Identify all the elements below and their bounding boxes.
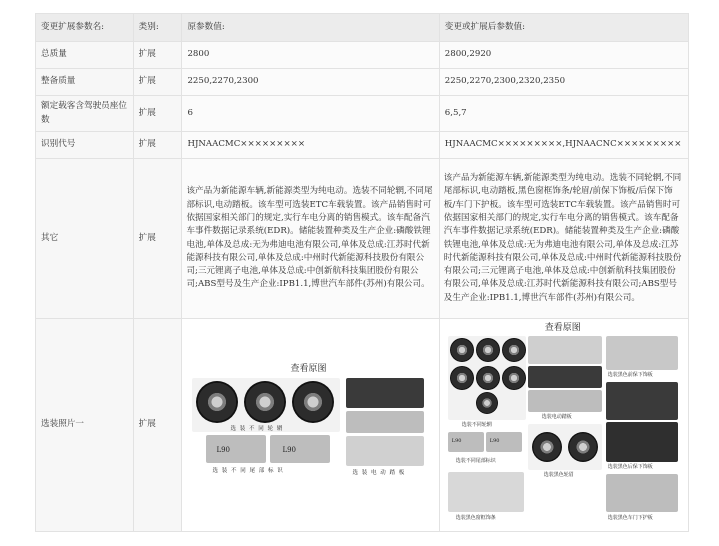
badge-photo	[448, 432, 484, 452]
badge-text: L90	[216, 446, 231, 454]
row-param-name: 总质量	[36, 42, 134, 69]
row-new-value: HJNAACMC×××××××××,HJNAACNC×××××××××	[439, 132, 688, 159]
step-photo	[528, 390, 602, 412]
row-param-name: 其它	[36, 159, 134, 319]
wheel-icon	[244, 381, 286, 423]
header-category: 类别:	[133, 14, 182, 42]
badge-text: L90	[282, 446, 297, 454]
table-row	[36, 96, 689, 132]
door-guard-photo	[606, 474, 678, 512]
wheel-icon	[476, 392, 498, 414]
row-new-value: 2250,2270,2300,2320,2350	[439, 69, 688, 96]
row-param-name: 选装照片一	[36, 319, 134, 532]
badge-text: L90	[489, 438, 500, 444]
window-trim-photo	[448, 472, 524, 512]
badge-text: L90	[451, 438, 462, 444]
wheel-icon	[476, 338, 500, 362]
wheel-icon	[196, 381, 238, 423]
caption-running-board: 选 装 电 动 踏 板	[352, 470, 406, 476]
table-row	[36, 159, 689, 319]
rear-bumper-photo	[606, 422, 678, 462]
row-old-value: 6	[182, 96, 439, 132]
header-param-name: 变更扩展参数名:	[36, 14, 134, 42]
row-old-value: HJNAACMC×××××××××	[182, 132, 439, 159]
new-photo-cell	[439, 319, 688, 532]
caption-door-guard: 选装黑色车门下护板	[607, 515, 653, 521]
badge-photo	[270, 435, 330, 463]
row-param-name: 整备质量	[36, 69, 134, 96]
caption-tail-badge: 选装不同尾部标识	[455, 458, 496, 464]
old-photo-collage[interactable]	[190, 363, 426, 483]
table-row	[36, 132, 689, 159]
table-row	[36, 69, 689, 96]
wheel-icon	[450, 338, 474, 362]
table-row	[36, 319, 689, 532]
row-category: 扩展	[133, 132, 182, 159]
wheel-icon	[450, 366, 474, 390]
step-photo	[346, 411, 424, 433]
row-new-value: 6,5,7	[439, 96, 688, 132]
caption-wheels: 选装不同轮辋	[461, 422, 492, 428]
wheel-icon	[476, 366, 500, 390]
table-header-row	[36, 14, 689, 42]
front-bumper-photo	[606, 336, 678, 370]
new-photo-collage[interactable]	[448, 322, 678, 527]
old-photo-cell	[182, 319, 439, 532]
fender-photo	[528, 424, 602, 470]
badge-photo	[486, 432, 522, 452]
row-category: 扩展	[133, 319, 182, 532]
badge-photo	[206, 435, 266, 463]
step-photo	[528, 366, 602, 388]
header-old-value: 原参数值:	[182, 14, 439, 42]
rear-bumper-photo	[606, 382, 678, 420]
row-new-value: 该产品为新能源车辆,新能源类型为纯电动。选装不同轮辋,不同尾部标识,电动踏板,黑色窗框饰条/轮眉/前保下饰板/后保下饰板/车门下护板。该车型可选装ETC车载装置。该产品销售时可依据国家相关部门的规定,实行车电分离的销售模式。该车配备汽车事件数据记录系统(EDR)。储能装置种类及生产企业:磷酸铁锂电池,单体及总成:无为弗迪电池有限公司,单体及总成:江苏时代新能源科技有限公司,单体及总成:中州时代新能源科技股份有限公司;三元锂离子电池,单体及总成:中创新航科技集团股份有限公司,单体及总成:江苏时代新能源科技有限公司;ABS型号及生产企业:IPB1.1,博世汽车部件(苏州)有限公司。	[439, 159, 688, 319]
wheel-photo	[192, 378, 340, 432]
row-old-value: 2800	[182, 42, 439, 69]
caption-tail-badge: 选 装 不 同 尾 部 标 识	[212, 468, 284, 474]
step-photo	[528, 336, 602, 364]
row-category: 扩展	[133, 159, 182, 319]
wheel-icon	[568, 432, 598, 462]
caption-wheels: 选 装 不 同 轮 辋	[230, 426, 284, 432]
row-old-value: 该产品为新能源车辆,新能源类型为纯电动。选装不同轮辋,不同尾部标识,电动踏板。该车型可选装ETC车载装置。该产品销售时可依据国家相关部门的规定,实行车电分离的销售模式。该车配备汽车事件数据记录系统(EDR)。储能装置种类及生产企业:磷酸铁锂电池,单体及总成:无为弗迪电池有限公司,单体及总成:江苏时代新能源科技有限公司,单体及总成:中州时代新能源科技股份有限公司;三元锂离子电池,单体及总成:中创新航科技集团股份有限公司;ABS型号及生产企业:IPB1.1,博世汽车部件(苏州)有限公司。	[182, 159, 439, 319]
wheel-icon	[502, 366, 526, 390]
wheel-icon	[502, 338, 526, 362]
row-param-name: 额定载客含驾驶员座位数	[36, 96, 134, 132]
caption-running-board: 选装电动踏板	[541, 414, 572, 420]
wheel-photo	[448, 336, 526, 420]
row-category: 扩展	[133, 69, 182, 96]
header-new-value: 变更或扩展后参数值:	[439, 14, 688, 42]
caption-rear-bumper: 选装黑色后保下饰板	[607, 464, 653, 470]
row-old-value: 2250,2270,2300	[182, 69, 439, 96]
caption-fender: 选装黑色轮眉	[543, 472, 574, 478]
table-row	[36, 42, 689, 69]
row-category: 扩展	[133, 96, 182, 132]
step-photo	[346, 378, 424, 408]
wheel-icon	[532, 432, 562, 462]
row-new-value: 2800,2920	[439, 42, 688, 69]
row-param-name: 识别代号	[36, 132, 134, 159]
caption-window-trim: 选装黑色窗框饰条	[455, 515, 496, 521]
wheel-icon	[292, 381, 334, 423]
caption-front-bumper: 选装黑色前保下饰板	[607, 372, 653, 378]
old-photo-title[interactable]: 查看原图	[290, 364, 327, 374]
step-photo	[346, 436, 424, 466]
new-photo-title[interactable]: 查看原图	[544, 323, 581, 333]
parameter-table	[35, 13, 689, 532]
row-category: 扩展	[133, 42, 182, 69]
